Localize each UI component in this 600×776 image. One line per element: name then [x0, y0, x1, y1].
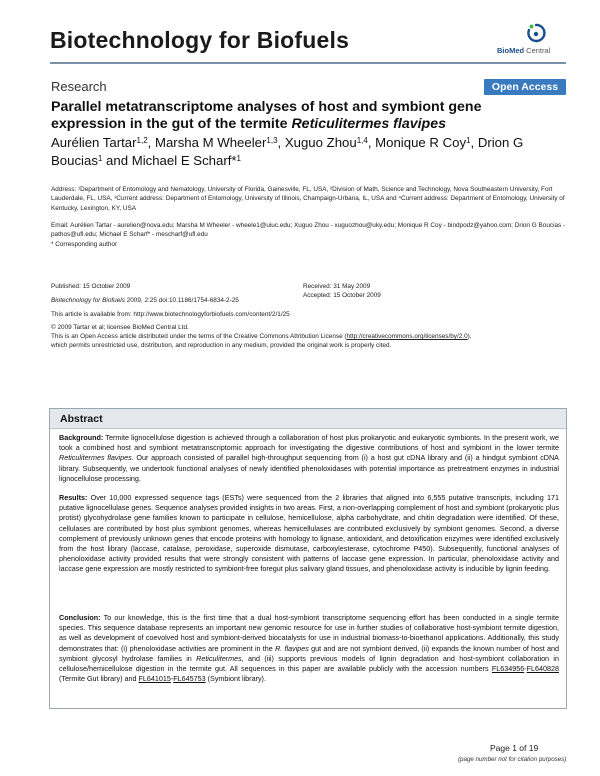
conclusion-label: Conclusion:	[59, 613, 101, 622]
author-name: Michael E Scharf*	[131, 153, 237, 168]
accession-link[interactable]: FL645753	[173, 674, 206, 684]
abstract-box	[49, 408, 567, 709]
header-rule	[50, 62, 566, 64]
background-text-2: . Our approach consisted of parallel high-throughput sequencing from (i) a host gut cDNA library and (ii) a hindgut symbiont cDNA library. Subsequently, we undertook functional analyses of newly identified phenoloxidases with potential importance as pretreatment enzymes in industrial lignocellulose processing.	[59, 453, 559, 483]
author-name: Marsha M Wheeler	[154, 135, 267, 150]
abstract-conclusion	[59, 613, 559, 684]
logo-med: Med	[509, 46, 525, 55]
license-text: This is an Open Access article distributed under the terms of the Creative Commons Attribution License (	[51, 333, 347, 340]
author-name: Drion G Boucias	[51, 135, 524, 168]
author-affiliation: 1,3	[266, 136, 278, 145]
conclusion-text-4: (Termite Gut library) and	[59, 674, 139, 684]
open-access-badge: Open Access	[484, 79, 566, 95]
logo-bio: Bio	[497, 46, 510, 55]
author-separator: ,	[147, 135, 155, 150]
citation-details: 2009, 2:25 doi:10.1186/1754-6834-2-25	[124, 297, 239, 304]
author	[375, 135, 478, 150]
author-name: Xuguo Zhou	[284, 135, 357, 150]
author-affiliation: 1,4	[356, 136, 368, 145]
journal-title: Biotechnology for Biofuels	[50, 27, 350, 53]
paper-title-main: Parallel metatranscriptome analyses of host and symbiont gene expression in the gut of the termite	[51, 99, 482, 132]
author-separator: ,	[367, 135, 376, 150]
published-date: Published: 15 October 2009	[51, 283, 131, 290]
accession-link[interactable]: FL641015	[138, 674, 171, 684]
accession-dash: -	[170, 674, 174, 684]
background-text: Termite lignocellulose digestion is achieved through a collaboration of host plus prokaryotic and eukaryotic symbionts. In the present work, we took a combined host and symbiont metatranscriptomic approach for investigating the digestive contributions of host and symbiont in the lower termite	[59, 433, 559, 453]
conclusion-text-2: gut and are not symbiont derived, (ii) expands the known number of host and symbiont glycosyl hydrolase families in	[59, 643, 559, 663]
accession-link[interactable]: FL634956	[491, 664, 525, 674]
accession-link[interactable]: FL640828	[526, 664, 559, 674]
conclusion-text: To our knowledge, this is the first time that a dual host-symbiont transcriptome sequencing effort has been conducted in a single termite species. This sequence database represents an important new genomic resource for use in further studies of collaborative host-symbiont termite digestion, as well as development of coevolved host and symbiont-derived biocatalysts for use in industrial biomass-to-bioethanol applications. Additionally, this study demonstrates that: (i) phenoloxidase activities are prominent in the	[59, 613, 559, 653]
accepted-date: Accepted: 15 October 2009	[303, 292, 381, 300]
logo-central: Central	[524, 46, 551, 55]
author-name: Monique R Coy	[375, 135, 467, 150]
author-separator: ,	[277, 135, 285, 150]
accession-dash: -	[524, 664, 527, 674]
results-label: Results:	[59, 493, 88, 502]
author	[132, 153, 241, 168]
paper-title	[51, 99, 551, 133]
corresponding-author-note: * Corresponding author	[51, 241, 118, 248]
results-text: Over 10,000 expressed sequence tags (ESTs) were sequenced from the 2 libraries that aligned into 6,555 putative transcripts, including 171 putative lignocellulase genes. Sequence analyses provided insights in two areas. First, a non-overlapping complement of host and symbiont (prokaryotic plus protist) glycohydrolase gene families known to participate in cellulose, hemicellulose, alpha carbohydrate, and chitin degradation were identified. Of these, cellulases are contributed by host plus symbiont genomes, whereas hemicellulases are contributed exclusively by symbiont genomes. Second, a diverse complement of previously unknown genes that encode proteins with homology to lignase, antioxidant, and detoxification enzymes were identified exclusively from the host library (laccase, catalase, peroxidase, superoxide dismutase, carboxylesterase, cytochrome P450). Subsequently, functional analyses of phenoloxidase activity provided results that were strongly consistent with patterns of laccase gene expression. In particular, phenoloxidase activity and laccase gene expression are mostly restricted to symbiont-free foregut plus salivary gland tissues, and phenoloxidase activity is inducible by lignin feeding.	[59, 493, 559, 574]
author-addresses: Address: ¹Department of Entomology and Nematology, University of Florida, Gainesville, FL, USA, ²Division of Math, Science and Technology, Nova Southeastern University, Fort Lauderdale, FL, USA, ³Current address: Department of Entomology, University of Illinois, Champaign-Urbana, IL, USA and ⁴Current address: Department of Entomology, University of Kentucky, Lexington, KY, USA	[51, 186, 565, 212]
abstract-background	[59, 433, 559, 484]
biomed-central-logo	[494, 20, 564, 56]
author-separator: ,	[470, 135, 478, 150]
license-line	[51, 332, 571, 341]
author-affiliation: 1	[97, 154, 103, 163]
author	[51, 135, 155, 150]
abstract-results	[59, 493, 559, 575]
citation-line	[51, 296, 451, 305]
author-emails: Email: Aurélien Tartar - aurelien@nova.edu; Marsha M Wheeler - wheele1@uiuc.edu; Xuguo Zhou - xuguozhou@uky.edu; Monique R Coy - bindpodz@yahoo.com; Drion G Boucias - pathos@ufl.edu; Michael E Scharf* - mescharf@ufl.edu	[51, 222, 566, 239]
author-separator: and	[102, 153, 132, 168]
abstract-heading: Abstract	[60, 413, 103, 425]
article-url: This article is available from: http://www.biotechnologyforbiofuels.com/content/2/1/25	[51, 311, 290, 318]
license-line-2: which permits unrestricted use, distribution, and reproduction in any medium, provided the original work is properly cited.	[51, 342, 392, 349]
conclusion-text-3: , and (iii) supports previous models of lignin degradation and host-symbiont collaboration in cellulose/hemicellulose digestion in the termite gut. All sequences in this paper are available publicly with the accession numbers	[59, 653, 559, 674]
page-number-note: (page number not for citation purposes)	[458, 756, 567, 763]
background-species: Reticulitermes flavipes	[59, 453, 132, 463]
license-link[interactable]: http://creativecommons.org/licenses/by/2.0	[346, 333, 468, 340]
abstract-header	[50, 409, 566, 429]
license-text-end: ),	[467, 333, 472, 340]
received-date: Received: 31 May 2009	[303, 283, 371, 290]
author-affiliation: 1	[236, 154, 241, 163]
author-affiliation: 1,2	[136, 136, 148, 145]
conclusion-species: R. flavipes	[275, 643, 309, 653]
copyright-line: © 2009 Tartar et al; licensee BioMed Central Ltd.	[51, 324, 189, 331]
logo-wordmark	[497, 46, 550, 55]
author-list	[51, 134, 561, 170]
paper-title-species: Reticulitermes flavipes	[291, 116, 446, 132]
biomed-central-logo-icon	[525, 22, 547, 44]
author	[155, 135, 285, 150]
background-label: Background:	[59, 433, 104, 442]
citation-journal: Biotechnology for Biofuels	[51, 297, 125, 304]
conclusion-text-5: (Symbiont library).	[205, 674, 266, 684]
page-number: Page 1 of 19	[490, 743, 539, 753]
article-section: Research	[51, 79, 107, 94]
conclusion-genus: Reticulitermes	[196, 653, 242, 663]
author-affiliation: 1	[466, 136, 471, 145]
author	[285, 135, 375, 150]
author-name: Aurélien Tartar	[51, 135, 137, 150]
